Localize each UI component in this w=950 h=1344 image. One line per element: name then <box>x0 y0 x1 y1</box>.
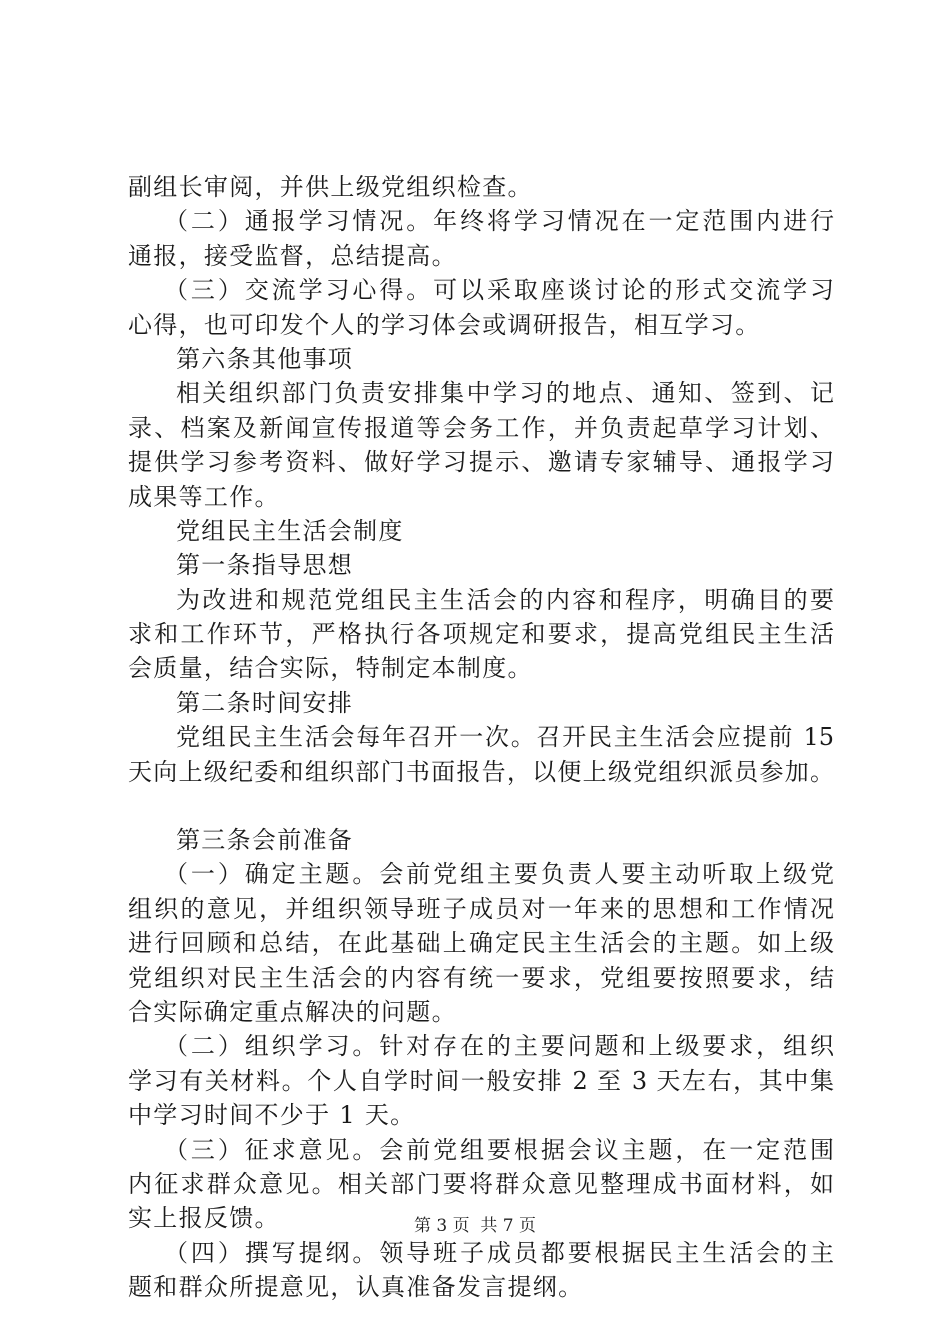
text-line: （三）征求意见。会前党组要根据会议主题，在一定范围 <box>164 1135 834 1164</box>
document-body <box>128 170 834 1305</box>
text-line: 学习有关材料。个人自学时间一般安排 2 至 3 天左右，其中集 <box>128 1066 834 1095</box>
text-line: 天向上级纪委和组织部门书面报告，以便上级党组织派员参加。 <box>128 757 834 786</box>
text-line: 成果等工作。 <box>128 482 280 511</box>
text-line: 第六条其他事项 <box>176 344 354 373</box>
text-line: 第二条时间安排 <box>176 688 354 717</box>
text-line: 通报，接受监督，总结提高。 <box>128 241 457 270</box>
text-line: 第一条指导思想 <box>176 551 354 580</box>
text-line: 实上报反馈。 <box>128 1204 280 1233</box>
text-line: 组织的意见，并组织领导班子成员对一年来的思想和工作情况 <box>128 894 834 923</box>
text-line: （一）确定主题。会前党组主要负责人要主动听取上级党 <box>164 860 834 889</box>
text-line: 副组长审阅，并供上级党组织检查。 <box>128 173 533 201</box>
text-line: 第三条会前准备 <box>176 826 354 855</box>
text-line: （二）组织学习。针对存在的主要问题和上级要求，组织 <box>164 1032 834 1061</box>
text-line: 题和群众所提意见，认真准备发言提纲。 <box>128 1273 584 1302</box>
text-line: （二）通报学习情况。年终将学习情况在一定范围内进行 <box>164 207 834 236</box>
page-number: 第 3 页 <box>413 1216 470 1236</box>
text-line: 党组织对民主生活会的内容有统一要求，党组要按照要求，结 <box>128 963 834 992</box>
paragraph-spacer <box>128 789 834 823</box>
text-line: 党组民主生活会制度 <box>176 516 404 545</box>
page-total: 共 7 页 <box>480 1216 537 1236</box>
text-line: 进行回顾和总结，在此基础上确定民主生活会的主题。如上级 <box>128 929 834 958</box>
text-line: 为改进和规范党组民主生活会的内容和程序，明确目的要 <box>176 585 834 614</box>
text-line: 求和工作环节，严格执行各项规定和要求，提高党组民主生活 <box>128 620 834 649</box>
text-line: 党组民主生活会每年召开一次。召开民主生活会应提前 15 <box>176 723 834 752</box>
page-footer <box>0 1214 950 1238</box>
text-line: （四）撰写提纲。领导班子成员都要根据民主生活会的主 <box>164 1238 834 1267</box>
text-line: （三）交流学习心得。可以采取座谈讨论的形式交流学习 <box>164 276 834 305</box>
text-line: 录、档案及新闻宣传报道等会务工作，并负责起草学习计划、 <box>128 413 834 442</box>
text-line: 会质量，结合实际，特制定本制度。 <box>128 654 533 683</box>
text-line: 心得，也可印发个人的学习体会或调研报告，相互学习。 <box>128 310 761 339</box>
text-line: 中学习时间不少于 1 天。 <box>128 1101 416 1130</box>
text-line: 相关组织部门负责安排集中学习的地点、通知、签到、记 <box>176 379 834 408</box>
text-line: 提供学习参考资料、做好学习提示、邀请专家辅导、通报学习 <box>128 448 834 477</box>
text-line: 内征求群众意见。相关部门要将群众意见整理成书面材料，如 <box>128 1169 834 1198</box>
text-line: 合实际确定重点解决的问题。 <box>128 997 457 1026</box>
